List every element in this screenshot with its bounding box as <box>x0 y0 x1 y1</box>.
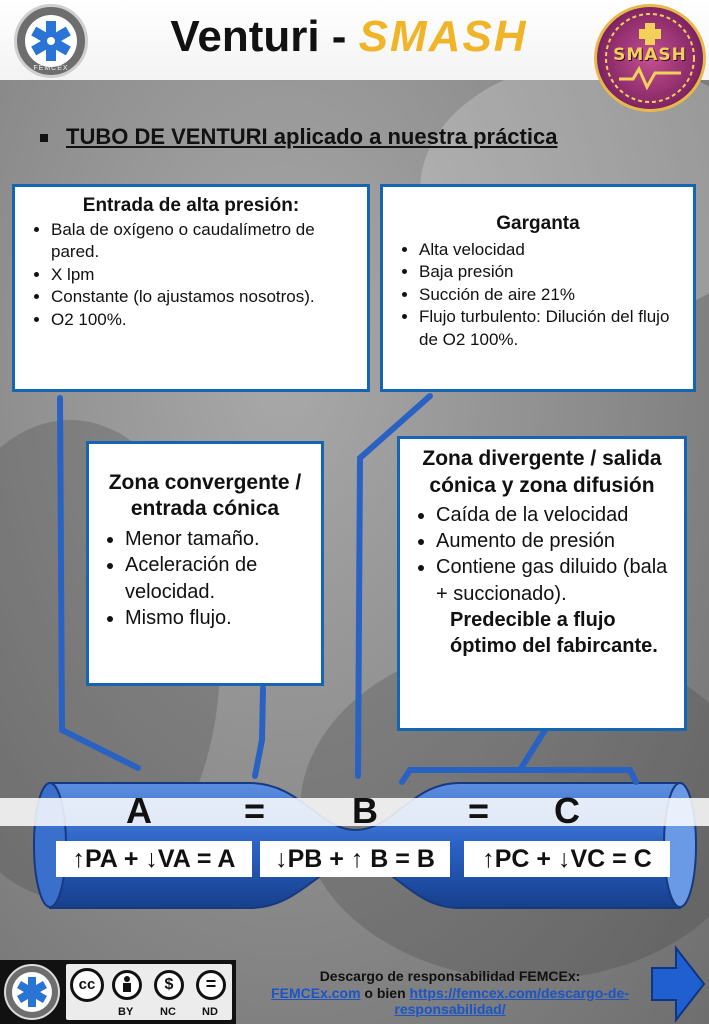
by-icon <box>112 970 142 1000</box>
formula-a: ↑PA + ↓VA = A <box>56 841 252 877</box>
cc-icon: cc <box>70 968 104 1002</box>
divergente-bold-note: Predecible a flujo óptimo del fabircante. <box>450 609 658 658</box>
title-accent: SMASH <box>358 12 528 61</box>
garganta-list <box>393 239 683 351</box>
disclaimer-title: Descargo de responsabilidad FEMCEx: <box>319 968 581 984</box>
list-item: • Aceleración de velocidad. <box>125 552 311 605</box>
list-item: • X lpm <box>51 264 357 286</box>
nc-icon: $ <box>154 970 184 1000</box>
disclaimer-links <box>248 985 652 1018</box>
convergente-list <box>99 526 311 632</box>
formula-b: ↓PB + ↑ B = B <box>260 841 450 877</box>
list-item: • Mismo flujo. <box>125 605 311 631</box>
equals-sign-2: = <box>468 790 490 831</box>
list-item: • Baja presión <box>419 261 683 283</box>
nd-icon: = <box>196 970 226 1000</box>
divergente-list <box>410 502 674 608</box>
subtitle-text: TUBO DE VENTURI aplicado a nuestra práctica <box>66 124 558 149</box>
connector-divergente <box>402 730 636 782</box>
list-item: • Constante (lo ajustamos nosotros). <box>51 286 357 308</box>
letter-b: B <box>352 790 378 831</box>
letter-a: A <box>126 790 152 831</box>
garganta-box <box>380 184 696 392</box>
license-nc-label: NC <box>160 1006 176 1018</box>
list-item: • O2 100%. <box>51 309 357 331</box>
cc-license-badge[interactable] <box>66 964 232 1020</box>
title-main: Venturi - <box>170 12 359 61</box>
star-of-life-icon <box>6 966 58 1018</box>
formula-c: ↑PC + ↓VC = C <box>464 841 670 877</box>
letter-c: C <box>554 790 580 831</box>
list-item: • Succión de aire 21% <box>419 284 683 306</box>
person-icon <box>115 973 139 997</box>
list-item: • Menor tamaño. <box>125 526 311 552</box>
list-item: • Alta velocidad <box>419 239 683 261</box>
entrada-box <box>12 184 370 392</box>
convergente-box <box>86 441 324 686</box>
convergente-title: Zona convergente / entrada cónica <box>108 471 302 521</box>
list-item: • Bala de oxígeno o caudalímetro de pared. <box>51 219 357 264</box>
license-nd-label: ND <box>202 1006 218 1018</box>
equals-sign-1: = <box>244 790 266 831</box>
footer-license-block <box>0 960 236 1024</box>
smash-badge-text: SMASH <box>613 45 687 65</box>
entrada-list <box>25 219 357 331</box>
list-item: • Caída de la velocidad <box>436 502 674 528</box>
garganta-title: Garganta <box>496 213 580 234</box>
disclaimer <box>248 968 652 1018</box>
left-logo-caption: FEMCEX <box>33 65 69 72</box>
disclaimer-url-link[interactable]: https://femcex.com/descargo-de-responsabilidad/ <box>394 984 629 1018</box>
list-item: • Aumento de presión <box>436 528 674 554</box>
connector-convergente <box>255 688 263 776</box>
disclaimer-connector: o bien <box>360 984 410 1001</box>
list-item: • Flujo turbulento: Dilución del flujo de O2 100%. <box>419 306 683 351</box>
entrada-title: Entrada de alta presión: <box>82 195 300 216</box>
femcex-footer-logo <box>4 964 60 1020</box>
divergente-title: Zona divergente / salida cónica y zona difusión <box>422 447 662 498</box>
list-item: • Contiene gas diluido (bala + succionado). <box>436 554 674 607</box>
divergente-box <box>397 436 687 731</box>
femcex-link[interactable]: FEMCEx.com <box>271 984 361 1001</box>
license-by-label: BY <box>118 1006 134 1018</box>
next-arrow-icon[interactable] <box>648 944 706 1024</box>
